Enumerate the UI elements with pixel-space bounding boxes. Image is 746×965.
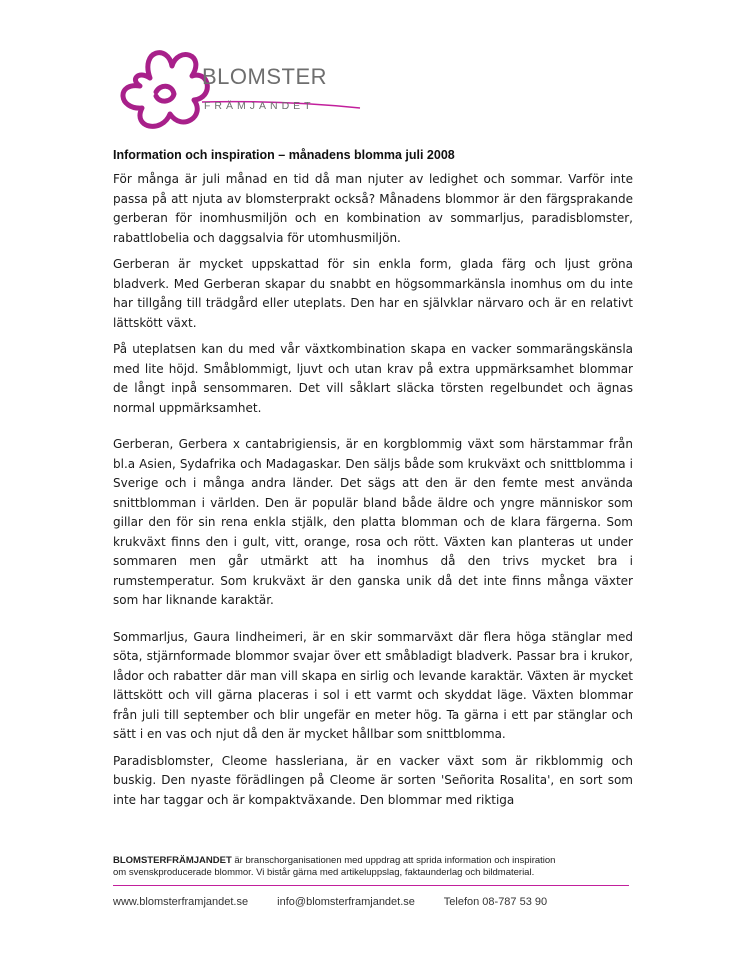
paragraph: Gerberan, Gerbera x cantabrigiensis, är en korgblommig växt som härstammar från bl.a Asien, Sydafrika och Madagaskar. Den säljs både som krukväxt och snittblomma i Sverige och i många andra länder. Det sägs att den är den femte mest använda snittblomman i världen. Den är populär bland både äldre och yngre människor som gillar den för sin rena enkla stjälk, den platta blomman och de klara färgerna. Som krukväxt finns den i gult, vitt, orange, rosa och rött. Växten kan planteras ut under sommaren men går utmärkt att ha inomhus då den trivs mycket bra i rumstemperatur. Som krukväxt är den ganska unik då det inte finns många växter som har liknande karaktär.: [113, 437, 633, 607]
paragraph: På uteplatsen kan du med vår växtkombination skapa en vacker sommarängskänsla med lite höjd. Småblommigt, ljuvt och utan krav på extra uppmärksamhet blommar de långt inpå sensommaren. Det vill såklart släcka törsten regelbundet och ägnas normal uppmärksamhet.: [113, 342, 633, 415]
article: [113, 148, 633, 817]
article-title: Information och inspiration – månadens blomma juli 2008: [113, 148, 455, 162]
email-link[interactable]: info@blomsterframjandet.se: [277, 896, 415, 908]
brand-name: BLOMSTER: [202, 64, 328, 89]
footer-divider: [113, 885, 629, 886]
contact-bar: [113, 896, 633, 908]
footer-note: [113, 855, 633, 879]
brand-subname: FRÄMJANDET: [204, 100, 315, 112]
footer-note-line1: är branschorganisationen med uppdrag att sprida information och inspiration: [231, 855, 556, 866]
phone-number: Telefon 08-787 53 90: [443, 896, 548, 908]
paragraph: Sommarljus, Gaura lindheimeri, är en skir sommarväxt där flera höga stänglar med söta, stjärnformade blommor svajar över ett småbladigt bladverk. Passar bra i krukor, lådor och rabatter där man vill skapa en sirlig och levande karaktär. Växten är mycket lättskött och vill gärna placeras i sol i ett varmt och skyddat läge. Växten blommar från juli till september och blir ungefär en meter hög. Ta gärna i ett par stänglar och sätt i en vas och njut då den är mycket hållbar som snittblomma.: [113, 629, 633, 741]
logo: [110, 40, 370, 140]
flower-logo-icon: [110, 40, 370, 140]
website-link[interactable]: www.blomsterframjandet.se: [113, 896, 249, 908]
footer-org: BLOMSTERFRÄMJANDET: [113, 855, 232, 866]
paragraph: Gerberan är mycket uppskattad för sin enkla form, glada färg och ljust gröna bladverk. Med Gerberan skapar du snabbt en högsommarkänsla inomhus om du inte har tillgång till trädgård eller uteplats. Den har en självklar närvaro och är en relativt lättskött växt.: [113, 257, 633, 330]
paragraph: Paradisblomster, Cleome hassleriana, är en vacker växt som är rikblommig och buskig. Den nyaste förädlingen på Cleome är sorten 'Señorita Rosalita', en sort som inte har taggar och är kompaktväxande. Den blommar med riktiga: [113, 753, 633, 807]
paragraph: För många är juli månad en tid då man njuter av ledighet och sommar. Varför inte passa på att njuta av blomsterprakt också? Månadens blommor är den färgsprakande gerberan för inomhusmiljön och en kombination av sommarljus, paradisblomster, rabattlobelia och daggsalvia för utomhusmiljön.: [113, 172, 633, 245]
footer-note-line2: om svenskproducerade blommor. Vi bistår gärna med artikeluppslag, faktaunderlag och bildmaterial.: [113, 867, 535, 878]
